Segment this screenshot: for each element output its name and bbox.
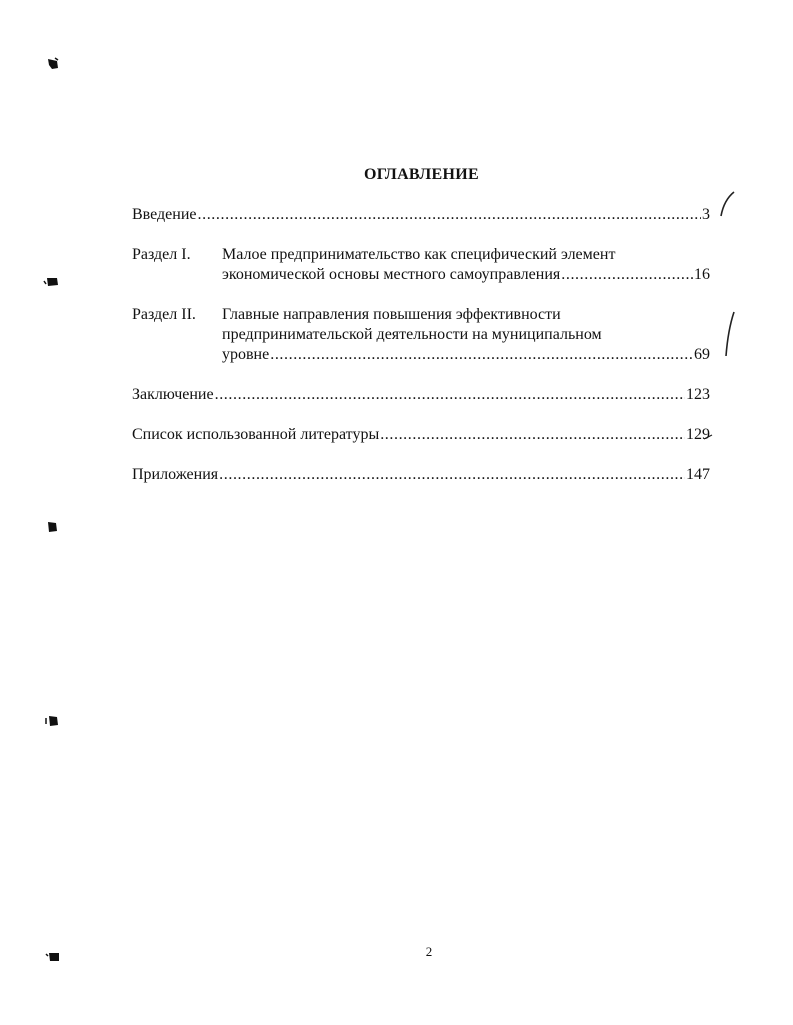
toc-entry-conclusion	[132, 385, 710, 405]
toc-entry-section-1	[132, 245, 710, 285]
binding-mark-icon	[44, 714, 60, 728]
section-number: Раздел II.	[132, 306, 196, 323]
section-title-line: экономической основы местного самоуправления	[222, 266, 561, 283]
section-title-line: Малое предпринимательство как специфический элемент	[222, 246, 616, 263]
toc-page-number: 147	[686, 466, 710, 483]
dot-leader	[219, 465, 685, 485]
table-of-contents	[132, 205, 710, 505]
toc-entry-intro	[132, 205, 710, 225]
section-title-line-with-page	[222, 265, 710, 285]
pencil-checkmark-icon	[722, 310, 738, 360]
section-body	[222, 245, 710, 285]
toc-entry-appendices	[132, 465, 710, 485]
section-number: Раздел I.	[132, 246, 191, 263]
dot-leader	[198, 205, 702, 225]
section-body	[222, 305, 710, 365]
dot-leader	[215, 385, 685, 405]
pencil-checkmark-icon	[716, 190, 738, 220]
toc-page-number: 123	[686, 386, 710, 403]
toc-page-number: 16	[694, 266, 710, 283]
page-number: 2	[425, 944, 433, 959]
binding-mark-icon	[46, 57, 60, 71]
section-title-line: предпринимательской деятельности на муниципальном	[222, 326, 602, 343]
toc-page-number: 3	[702, 206, 710, 223]
dot-leader	[380, 425, 685, 445]
toc-entry-label: Список использованной литературы	[132, 426, 380, 443]
toc-title: ОГЛАВЛЕНИЕ	[364, 166, 479, 183]
toc-entry-section-2	[132, 305, 710, 365]
section-title-line: Главные направления повышения эффективности	[222, 306, 561, 323]
toc-entry-label: Приложения	[132, 466, 219, 483]
dot-leader	[270, 345, 693, 365]
binding-mark-icon	[46, 520, 58, 534]
section-title-line-with-page	[222, 345, 710, 365]
dot-leader	[561, 265, 693, 285]
toc-entry-label: Заключение	[132, 386, 214, 403]
toc-page-number: 129	[686, 426, 710, 443]
toc-page-number: 69	[694, 346, 710, 363]
toc-entry-references	[132, 425, 710, 445]
binding-mark-icon	[43, 276, 59, 288]
toc-entry-label: Введение	[132, 206, 197, 223]
section-title-line: уровне	[222, 346, 270, 363]
